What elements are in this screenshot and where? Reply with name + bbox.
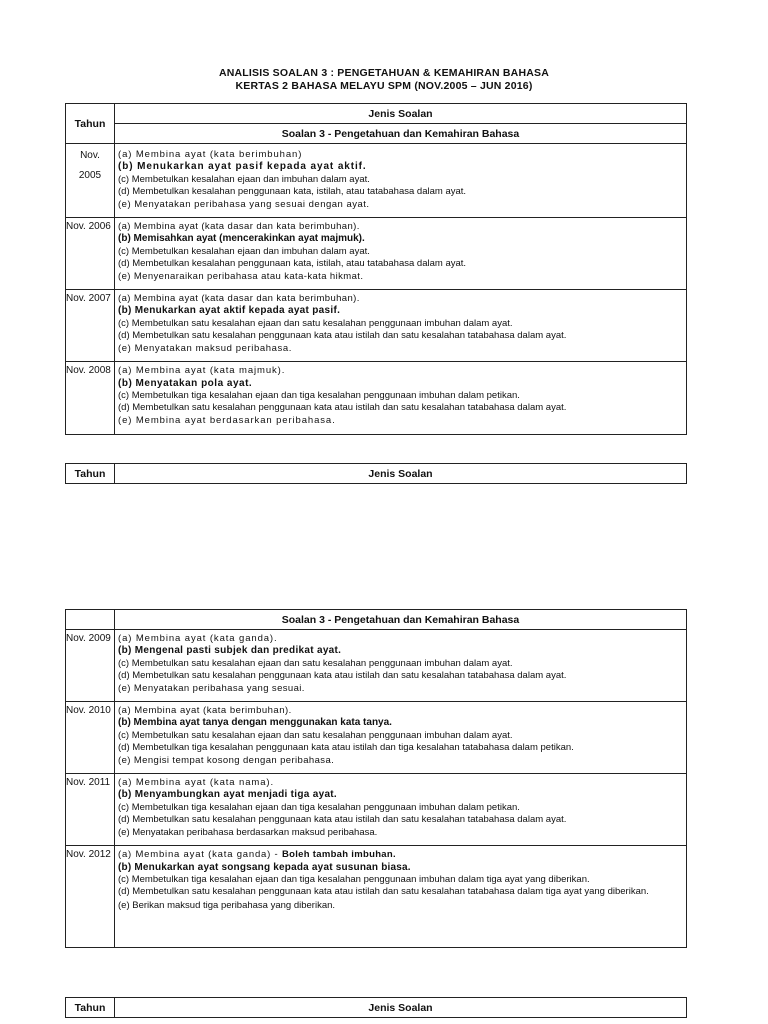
item-c: (c) Membetulkan satu kesalahan ejaan dan satu kesalahan penggunaan imbuhan dalam ayat.	[118, 729, 513, 741]
item-b: (b) Menyambungkan ayat menjadi tiga ayat.	[118, 789, 338, 801]
item-b: (b) Menukarkan ayat pasif kepada ayat aktif.	[118, 161, 367, 173]
item-d: (d) Membetulkan satu kesalahan penggunaan kata atau istilah dan satu kesalahan tatabahasa dalam ayat.	[118, 670, 567, 682]
header-year: Tahun	[66, 104, 115, 144]
item-d: (d) Membetulkan satu kesalahan penggunaan kata atau istilah dan satu kesalahan tatabahasa dalam ayat.	[118, 330, 567, 342]
header-soalan-3: Soalan 3 - Pengetahuan dan Kemahiran Bahasa	[115, 124, 687, 144]
item-c: (c) Membetulkan satu kesalahan ejaan dan satu kesalahan penggunaan imbuhan dalam ayat.	[118, 317, 513, 329]
item-b: (b) Membina ayat tanya dengan menggunakan kata tanya.	[118, 717, 392, 729]
table-row	[66, 630, 687, 702]
item-e: (e) Membina ayat berdasarkan peribahasa.	[118, 414, 336, 426]
item-e: (e) Menyatakan peribahasa yang sesuai dengan ayat.	[118, 198, 370, 210]
item-a: (a) Membina ayat (kata berimbuhan)	[118, 149, 303, 160]
item-e: (e) Berikan maksud tiga peribahasa yang diberikan.	[118, 899, 336, 911]
item-e: (e) Mengisi tempat kosong dengan peribahasa.	[118, 754, 335, 766]
table-row	[66, 218, 687, 290]
item-e: (e) Menyenaraikan peribahasa atau kata-kata hikmat.	[118, 270, 364, 282]
year-cell: Nov. 2011	[66, 774, 115, 846]
empty-year-header	[66, 610, 115, 630]
item-d: (d) Membetulkan tiga kesalahan penggunaan kata atau istilah dan tiga kesalahan tatabahasa dalam petikan.	[118, 742, 574, 754]
item-e: (e) Menyatakan maksud peribahasa.	[118, 342, 292, 354]
item-c: (c) Membetulkan tiga kesalahan ejaan dan tiga kesalahan penggunaan imbuhan dalam petikan.	[118, 801, 520, 813]
header-year: Tahun	[66, 464, 115, 484]
item-c: (c) Membetulkan tiga kesalahan ejaan dan tiga kesalahan penggunaan imbuhan dalam tiga ayat yang diberikan.	[118, 873, 590, 885]
item-b: (b) Menyatakan pola ayat.	[118, 377, 253, 389]
year-cell: Nov. 2007	[66, 290, 115, 362]
analysis-table-2009-2012	[65, 609, 687, 948]
header-soalan-3: Soalan 3 - Pengetahuan dan Kemahiran Bahasa	[115, 610, 687, 630]
year-cell: Nov. 2010	[66, 702, 115, 774]
header-year: Tahun	[66, 998, 115, 1018]
header-question-type: Jenis Soalan	[115, 464, 687, 484]
item-b: (b) Menukarkan ayat songsang kepada ayat susunan biasa.	[118, 861, 411, 873]
document-subtitle: KERTAS 2 BAHASA MELAYU SPM (NOV.2005 – JUN 2016)	[235, 80, 533, 92]
year-cell: Nov. 2005	[66, 144, 115, 218]
item-a: (a) Membina ayat (kata ganda).	[118, 633, 278, 644]
table-row	[66, 702, 687, 774]
year-cell: Nov. 2008	[66, 362, 115, 435]
item-d: (d) Membetulkan satu kesalahan penggunaan kata atau istilah dan satu kesalahan tatabahasa dalam ayat.	[118, 814, 567, 826]
item-b: (b) Memisahkan ayat (mencerakinkan ayat majmuk).	[118, 233, 365, 245]
document-title: ANALISIS SOALAN 3 : PENGETAHUAN & KEMAHIRAN BAHASA	[218, 67, 550, 79]
item-b: (b) Menukarkan ayat aktif kepada ayat pasif.	[118, 305, 341, 317]
item-c: (c) Membetulkan kesalahan ejaan dan imbuhan dalam ayat.	[118, 173, 370, 185]
item-e: (e) Menyatakan peribahasa yang sesuai.	[118, 682, 305, 694]
item-a: (a) Membina ayat (kata majmuk).	[118, 365, 286, 377]
item-d: (d) Membetulkan kesalahan penggunaan kata, istilah, atau tatabahasa dalam ayat.	[118, 258, 467, 270]
item-a: (a) Membina ayat (kata dasar dan kata berimbuhan).	[118, 293, 360, 305]
item-c: (c) Membetulkan tiga kesalahan ejaan dan tiga kesalahan penggunaan imbuhan dalam petikan.	[118, 389, 520, 401]
table-row	[66, 144, 687, 218]
analysis-table-header-repeat-2	[65, 997, 687, 1018]
item-c: (c) Membetulkan satu kesalahan ejaan dan satu kesalahan penggunaan imbuhan dalam ayat.	[118, 657, 513, 669]
item-d: (d) Membetulkan kesalahan penggunaan kata, istilah, atau tatabahasa dalam ayat.	[118, 186, 467, 198]
year-cell: Nov. 2006	[66, 218, 115, 290]
item-d: (d) Membetulkan satu kesalahan penggunaan kata atau istilah dan satu kesalahan tatabahasa dalam ayat.	[118, 402, 567, 414]
table-row	[66, 846, 687, 948]
header-question-type: Jenis Soalan	[115, 104, 687, 124]
year-cell: Nov. 2009	[66, 630, 115, 702]
header-question-type: Jenis Soalan	[115, 998, 687, 1018]
analysis-table-2005-2008	[65, 103, 687, 435]
item-c: (c) Membetulkan kesalahan ejaan dan imbuhan dalam ayat.	[118, 245, 370, 257]
table-row	[66, 290, 687, 362]
table-row	[66, 362, 687, 435]
table-row	[66, 774, 687, 846]
item-a: (a) Membina ayat (kata nama).	[118, 777, 274, 789]
item-b: (b) Mengenal pasti subjek dan predikat ayat.	[118, 645, 342, 657]
item-a: (a) Membina ayat (kata ganda) - Boleh tambah imbuhan.	[118, 849, 396, 861]
item-d: (d) Membetulkan satu kesalahan penggunaan kata atau istilah dan satu kesalahan tatabahasa dalam tiga ayat yang diberikan.	[118, 886, 649, 898]
item-e: (e) Menyatakan peribahasa berdasarkan maksud peribahasa.	[118, 826, 378, 838]
item-a: (a) Membina ayat (kata berimbuhan).	[118, 705, 292, 717]
item-a: (a) Membina ayat (kata dasar dan kata berimbuhan).	[118, 221, 360, 233]
year-cell: Nov. 2012	[66, 846, 115, 948]
analysis-table-header-repeat	[65, 463, 687, 484]
